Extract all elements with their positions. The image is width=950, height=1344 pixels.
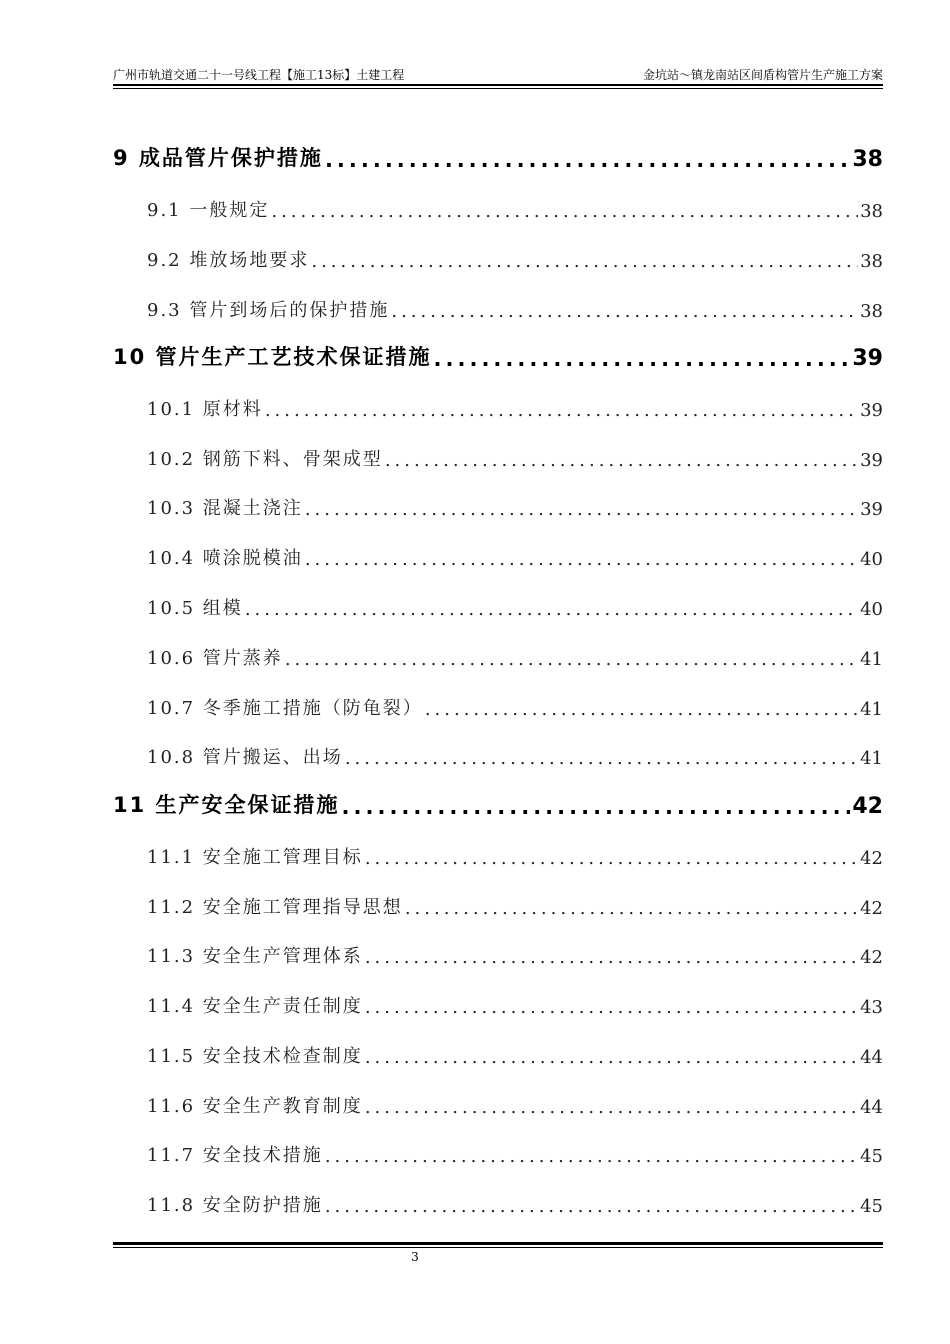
toc-leader-dots [325, 1146, 858, 1167]
toc-entry-page: 44 [860, 1047, 883, 1068]
toc-entry-page: 39 [860, 450, 883, 471]
toc-entry-label: 10.6 管片蒸养 [147, 648, 283, 669]
header-project-title: 广州市轨道交通二十一号线工程【施工13标】土建工程 [113, 68, 405, 82]
toc-entry-label: 10 管片生产工艺技术保证措施 [113, 345, 432, 369]
toc-entry-page: 39 [860, 499, 883, 520]
toc-entry-label: 10.7 冬季施工措施（防龟裂） [147, 698, 423, 719]
toc-entry-10-3[interactable] [147, 484, 883, 520]
toc-entry-page: 43 [860, 997, 883, 1018]
toc-leader-dots [365, 1097, 858, 1118]
page-header [113, 62, 883, 82]
toc-entry-page: 42 [860, 848, 883, 869]
toc-leader-dots [265, 400, 858, 421]
header-document-title: 金坑站～镇龙南站区间盾构管片生产施工方案 [642, 68, 883, 82]
toc-leader-dots [325, 1196, 858, 1217]
toc-entry-11-7[interactable] [147, 1131, 883, 1167]
toc-entry-10-5[interactable] [147, 584, 883, 620]
toc-entry-page: 40 [860, 549, 883, 570]
toc-entry-11-1[interactable] [147, 833, 883, 869]
toc-entry-page: 41 [860, 699, 883, 720]
toc-entry-11-8[interactable] [147, 1181, 883, 1217]
toc-entry-label: 9.2 堆放场地要求 [147, 250, 310, 271]
toc-entry-11-6[interactable] [147, 1082, 883, 1118]
toc-entry-label: 11.7 安全技术措施 [147, 1145, 323, 1166]
toc-entry-11[interactable] [113, 783, 883, 819]
toc-entry-11-2[interactable] [147, 883, 883, 919]
toc-leader-dots [345, 748, 858, 769]
toc-leader-dots [391, 301, 858, 322]
toc-entry-11-5[interactable] [147, 1032, 883, 1068]
toc-entry-label: 10.1 原材料 [147, 399, 263, 420]
toc-entry-10-7[interactable] [147, 684, 883, 720]
toc-entry-label: 10.4 喷涂脱模油 [147, 548, 303, 569]
toc-leader-dots [245, 599, 858, 620]
toc-entry-9-3[interactable] [147, 286, 883, 322]
toc-entry-label: 11.3 安全生产管理体系 [147, 946, 363, 967]
toc-entry-10-6[interactable] [147, 634, 883, 670]
toc-entry-page: 38 [860, 201, 883, 222]
toc-entry-9-1[interactable] [147, 186, 883, 222]
toc-entry-10-2[interactable] [147, 435, 883, 471]
toc-entry-10-8[interactable] [147, 733, 883, 769]
toc-entry-page: 42 [852, 794, 883, 819]
toc-leader-dots [305, 549, 858, 570]
toc-leader-dots [365, 1047, 858, 1068]
toc-entry-label: 9.3 管片到场后的保护措施 [147, 300, 390, 321]
toc-entry-label: 11.2 安全施工管理指导思想 [147, 897, 403, 918]
toc-entry-page: 39 [860, 400, 883, 421]
toc-entry-9[interactable] [113, 136, 883, 172]
toc-entry-page: 39 [852, 346, 883, 371]
toc-entry-10[interactable] [113, 335, 883, 371]
toc-entry-page: 38 [860, 251, 883, 272]
toc-entry-label: 11 生产安全保证措施 [113, 793, 340, 817]
toc-leader-dots [325, 148, 850, 172]
toc-leader-dots [365, 947, 858, 968]
header-rule-thin [113, 88, 883, 89]
page-number: 3 [411, 1250, 419, 1264]
toc-entry-label: 11.5 安全技术检查制度 [147, 1046, 363, 1067]
toc-entry-label: 10.8 管片搬运、出场 [147, 747, 343, 768]
footer-rule [113, 1242, 883, 1245]
toc-entry-page: 44 [860, 1097, 883, 1118]
toc-entry-label: 9 成品管片保护措施 [113, 146, 323, 170]
toc-entry-11-3[interactable] [147, 932, 883, 968]
toc-entry-page: 45 [860, 1146, 883, 1167]
toc-entry-10-1[interactable] [147, 385, 883, 421]
toc-entry-label: 11.6 安全生产教育制度 [147, 1096, 363, 1117]
toc-entry-page: 40 [860, 599, 883, 620]
toc-entry-page: 41 [860, 748, 883, 769]
toc-leader-dots [425, 699, 858, 720]
toc-entry-page: 45 [860, 1196, 883, 1217]
toc-entry-page: 42 [860, 947, 883, 968]
toc-leader-dots [311, 251, 858, 272]
toc-entry-label: 11.4 安全生产责任制度 [147, 996, 363, 1017]
toc-entry-label: 10.5 组模 [147, 598, 243, 619]
header-rule [113, 84, 883, 86]
toc-entry-label: 11.8 安全防护措施 [147, 1195, 323, 1216]
toc-entry-page: 42 [860, 898, 883, 919]
toc-entry-page: 41 [860, 649, 883, 670]
footer-rule-thin [113, 1247, 883, 1248]
toc-entry-label: 11.1 安全施工管理目标 [147, 847, 363, 868]
toc-entry-11-4[interactable] [147, 982, 883, 1018]
toc-entry-9-2[interactable] [147, 236, 883, 272]
toc-leader-dots [342, 795, 851, 819]
toc-leader-dots [365, 848, 858, 869]
toc-leader-dots [405, 898, 858, 919]
toc-leader-dots [271, 201, 858, 222]
toc-leader-dots [434, 347, 851, 371]
toc-entry-label: 9.1 一般规定 [147, 200, 270, 221]
toc-entry-page: 38 [852, 147, 883, 172]
toc-leader-dots [305, 499, 858, 520]
toc-entry-page: 38 [860, 301, 883, 322]
toc-entry-10-4[interactable] [147, 534, 883, 570]
toc-entry-label: 10.2 钢筋下料、骨架成型 [147, 449, 383, 470]
toc-leader-dots [365, 997, 858, 1018]
toc-leader-dots [285, 649, 858, 670]
toc-leader-dots [385, 450, 858, 471]
toc-entry-label: 10.3 混凝土浇注 [147, 498, 303, 519]
